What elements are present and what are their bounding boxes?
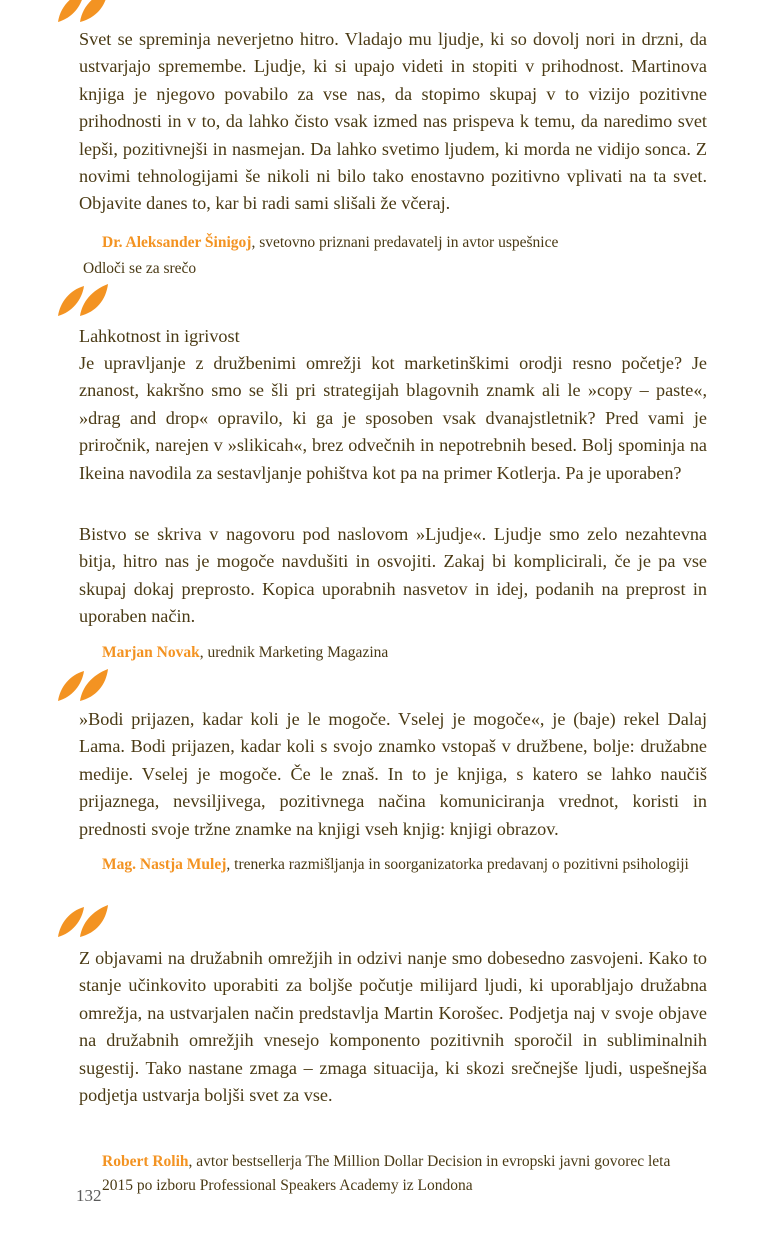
quote-mark-icon [56, 282, 112, 318]
author-name: Dr. Aleksander Šinigoj [102, 234, 252, 251]
testimonial-2-text-2: Bistvo se skriva v nagovoru pod naslovom »Ljudje«. Ljudje smo zelo nezahtevna bitja, hitro nas je mogoče navdušiti in osvojiti. Zakaj bi komplicirali, če je pa vse skupaj dokaj preprosto. Kopica uporabnih nasvetov in idej, podanih na preprost in uporaben način. [79, 524, 707, 627]
author-description: , svetovno priznani predavatelj in avtor uspešnice [251, 234, 559, 251]
testimonial-4-text: Z objavami na družabnih omrežjih in odzivi nanje smo dobesedno zasvojeni. Kako to stanje učinkovito uporabiti za boljše počutje milijard ljudi, ki uporabljajo družabna omrežja, na ustvarjalen način predstavlja Martin Korošec. Podjetja naj v svoje objave na družabnih omrežjih vnesejo komponento pozitivnih sporočil in subliminalnih sugestij. Tako nastane zmaga – zmaga situacija, ki skozi srečnejše ljudi, uspešnejša podjetja ustvarja boljši svet za vse. [79, 948, 707, 1106]
testimonial-2-attribution [102, 641, 702, 665]
author-name: Marjan Novak [102, 644, 200, 661]
testimonial-3-text: »Bodi prijazen, kadar koli je le mogoče. Vselej je mogoče«, je (baje) rekel Dalaj Lama. Bodi prijazen, kadar koli s svojo znamko vstopaš v družbene, bolje: družabne medije. Vselej je mogoče. Če le znaš. In to je knjiga, s katero se lahko naučiš prijaznega, nevsiljivega, pozitivnega načina komuniciranja vrednot, koristi in prednosti svoje tržne znamke na knjigi vseh knjig: knjigi obrazov. [79, 709, 707, 839]
page-number: 132 [76, 1186, 102, 1205]
quote-mark-icon [56, 0, 112, 24]
testimonial-4-attribution [102, 1150, 702, 1198]
testimonial-3-attribution [102, 853, 702, 877]
author-name: Mag. Nastja Mulej [102, 856, 227, 873]
book-title: Odloči se za srečo [83, 260, 197, 277]
author-description: , avtor bestsellerja The Million Dollar Decision in evropski javni govorec leta 2015 po izboru Professional Speakers Academy iz Londona [102, 1153, 671, 1194]
testimonial-1-text: Svet se spreminja neverjetno hitro. Vladajo mu ljudje, ki so dovolj nori in drzni, da ustvarjajo spremembe. Ljudje, ki si upajo videti in stopiti v prihodnost. Martinova knjiga je njegovo povabilo za vse nas, da stopimo skupaj v to vizijo pozitivne prihodnosti in v to, da lahko čisto vsak izmed nas prispeva k temu, da naredimo svet lepši, pozitivnejši in nasmejan. Da lahko svetimo ljudem, ki morda ne vidijo sonca. Z novimi tehnologijami še nikoli ni bilo tako enostavno pozitivno vplivati na ta svet. Objavite danes to, kar bi radi sami slišali že včeraj. [79, 29, 707, 214]
author-name: Robert Rolih [102, 1153, 189, 1170]
quote-mark-icon [56, 903, 112, 939]
testimonial-2-text-1: Je upravljanje z družbenimi omrežji kot marketinškimi orodji resno početje? Je znanost, kakršno smo se šli pri strategijah blagovnih znamk ali le »copy – paste«, »drag and drop« opravilo, ki ga je sposoben vsak dvanajstletnik? Pred vami je priročnik, narejen v »slikicah«, brez odvečnih in nepotrebnih besed. Bolj spominja na Ikeina navodila za sestavljanje pohištva kot pa na primer Kotlerja. Pa je uporaben? [79, 353, 707, 483]
testimonial-2-title: Lahkotnost in igrivost [79, 326, 240, 346]
quote-mark-icon [56, 667, 112, 703]
testimonial-1-attribution [102, 231, 702, 255]
author-description: , trenerka razmišljanja in soorganizatorka predavanj o pozitivni psihologiji [226, 856, 689, 873]
author-description: , urednik Marketing Magazina [199, 644, 389, 661]
